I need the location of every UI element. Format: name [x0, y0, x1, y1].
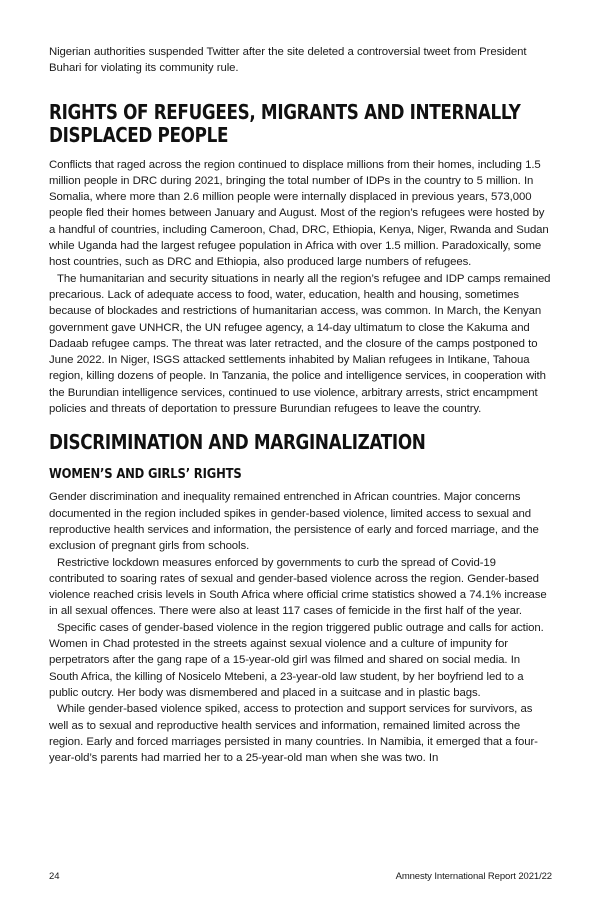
report-title: Amnesty International Report 2021/22 [395, 871, 552, 882]
page-number: 24 [49, 871, 60, 882]
refugees-paragraph-2: The humanitarian and security situations in nearly all the region’s refugee and IDP camps remained precarious. Lack of adequate access to food, water, education, health and housing, sometimes because of blockades and restrictions of humanitarian access, was common. In March, the Kenyan government gave UNHCR, the UN refugee agency, a 14-day ultimatum to close the Kakuma and Dadaab refugee camps. The threat was later retracted, and the closure of the camps postponed to June 2022. In Niger, ISGS attacked settlements inhabited by Malian refugees in Intikane, Tahoua region, killing dozens of people. In Tanzania, the police and intelligence services, in cooperation with the Burundian intelligence services, continued to use violence, arbitrary arrests, strict encampment policies and threats of deportation to pressure Burundian refugees to leave the country. [49, 272, 551, 416]
womens-rights-paragraph-4: While gender-based violence spiked, access to protection and support services for survivors, as well as to sexual and reproductive health services and information, remained limited across the region. Early and forced marriages persisted in many countries. In Namibia, it emerged that a four-year-old’s parents had married her to a 25-year-old man when she was two. In [49, 703, 538, 765]
womens-rights-paragraph-1: Gender discrimination and inequality remained entrenched in African countries. Major concerns documented in the region included spikes in gender-based violence, limited access to sexual and reproductive health services and information, the persistence of early and forced marriage, and the exclusion of pregnant girls from schools. [49, 491, 539, 553]
page-footer [49, 871, 552, 885]
refugees-paragraph-1: Conflicts that raged across the region continued to displace millions from their homes, including 1.5 million people in DRC during 2021, bringing the total number of IDPs in the country to 5 million. In Somalia, where more than 2.6 million people were internally displaced in previous years, 573,000 people fled their homes between January and August. Most of the region’s refugees were hosted by a handful of countries, including Cameroon, Chad, DRC, Ethiopia, Kenya, Niger, Rwanda and Sudan while Uganda had the largest refugee population in Africa with over 1.5 million. Paradoxically, some host countries, such as DRC and Ethiopia, also produced large numbers of refugees. [49, 158, 549, 269]
subheading-womens-rights: WOMEN’S AND GIRLS’ RIGHTS [49, 466, 242, 483]
intro-paragraph: Nigerian authorities suspended Twitter after the site deleted a controversial tweet from President Buhari for violating its community rule. [49, 46, 527, 75]
womens-rights-paragraph-3: Specific cases of gender-based violence in the region triggered public outrage and calls for action. Women in Chad protested in the streets against sexual violence and a culture of impunity for perpetrators after the gang rape of a 15-year-old girl was filmed and shared on social media. In South Africa, the killing of Nosicelo Mtebeni, a 23-year-old law student, by her boyfriend led to a public outcry. Her body was dismembered and placed in a suitcase and in plastic bags. [49, 621, 544, 699]
section-heading-discrimination: DISCRIMINATION AND MARGINALIZATION [49, 430, 426, 455]
page-content [49, 44, 552, 766]
section-heading-refugees: RIGHTS OF REFUGEES, MIGRANTS AND INTERNALLY DISPLACED PEOPLE [49, 99, 521, 147]
womens-rights-paragraph-2: Restrictive lockdown measures enforced by governments to curb the spread of Covid-19 contributed to soaring rates of sexual and gender-based violence across the region. Gender-based violence reached crisis levels in South Africa where official crime statistics showed a 74.1% increase in all sexual offences. There were also at least 117 cases of femicide in the first half of the year. [49, 556, 547, 618]
